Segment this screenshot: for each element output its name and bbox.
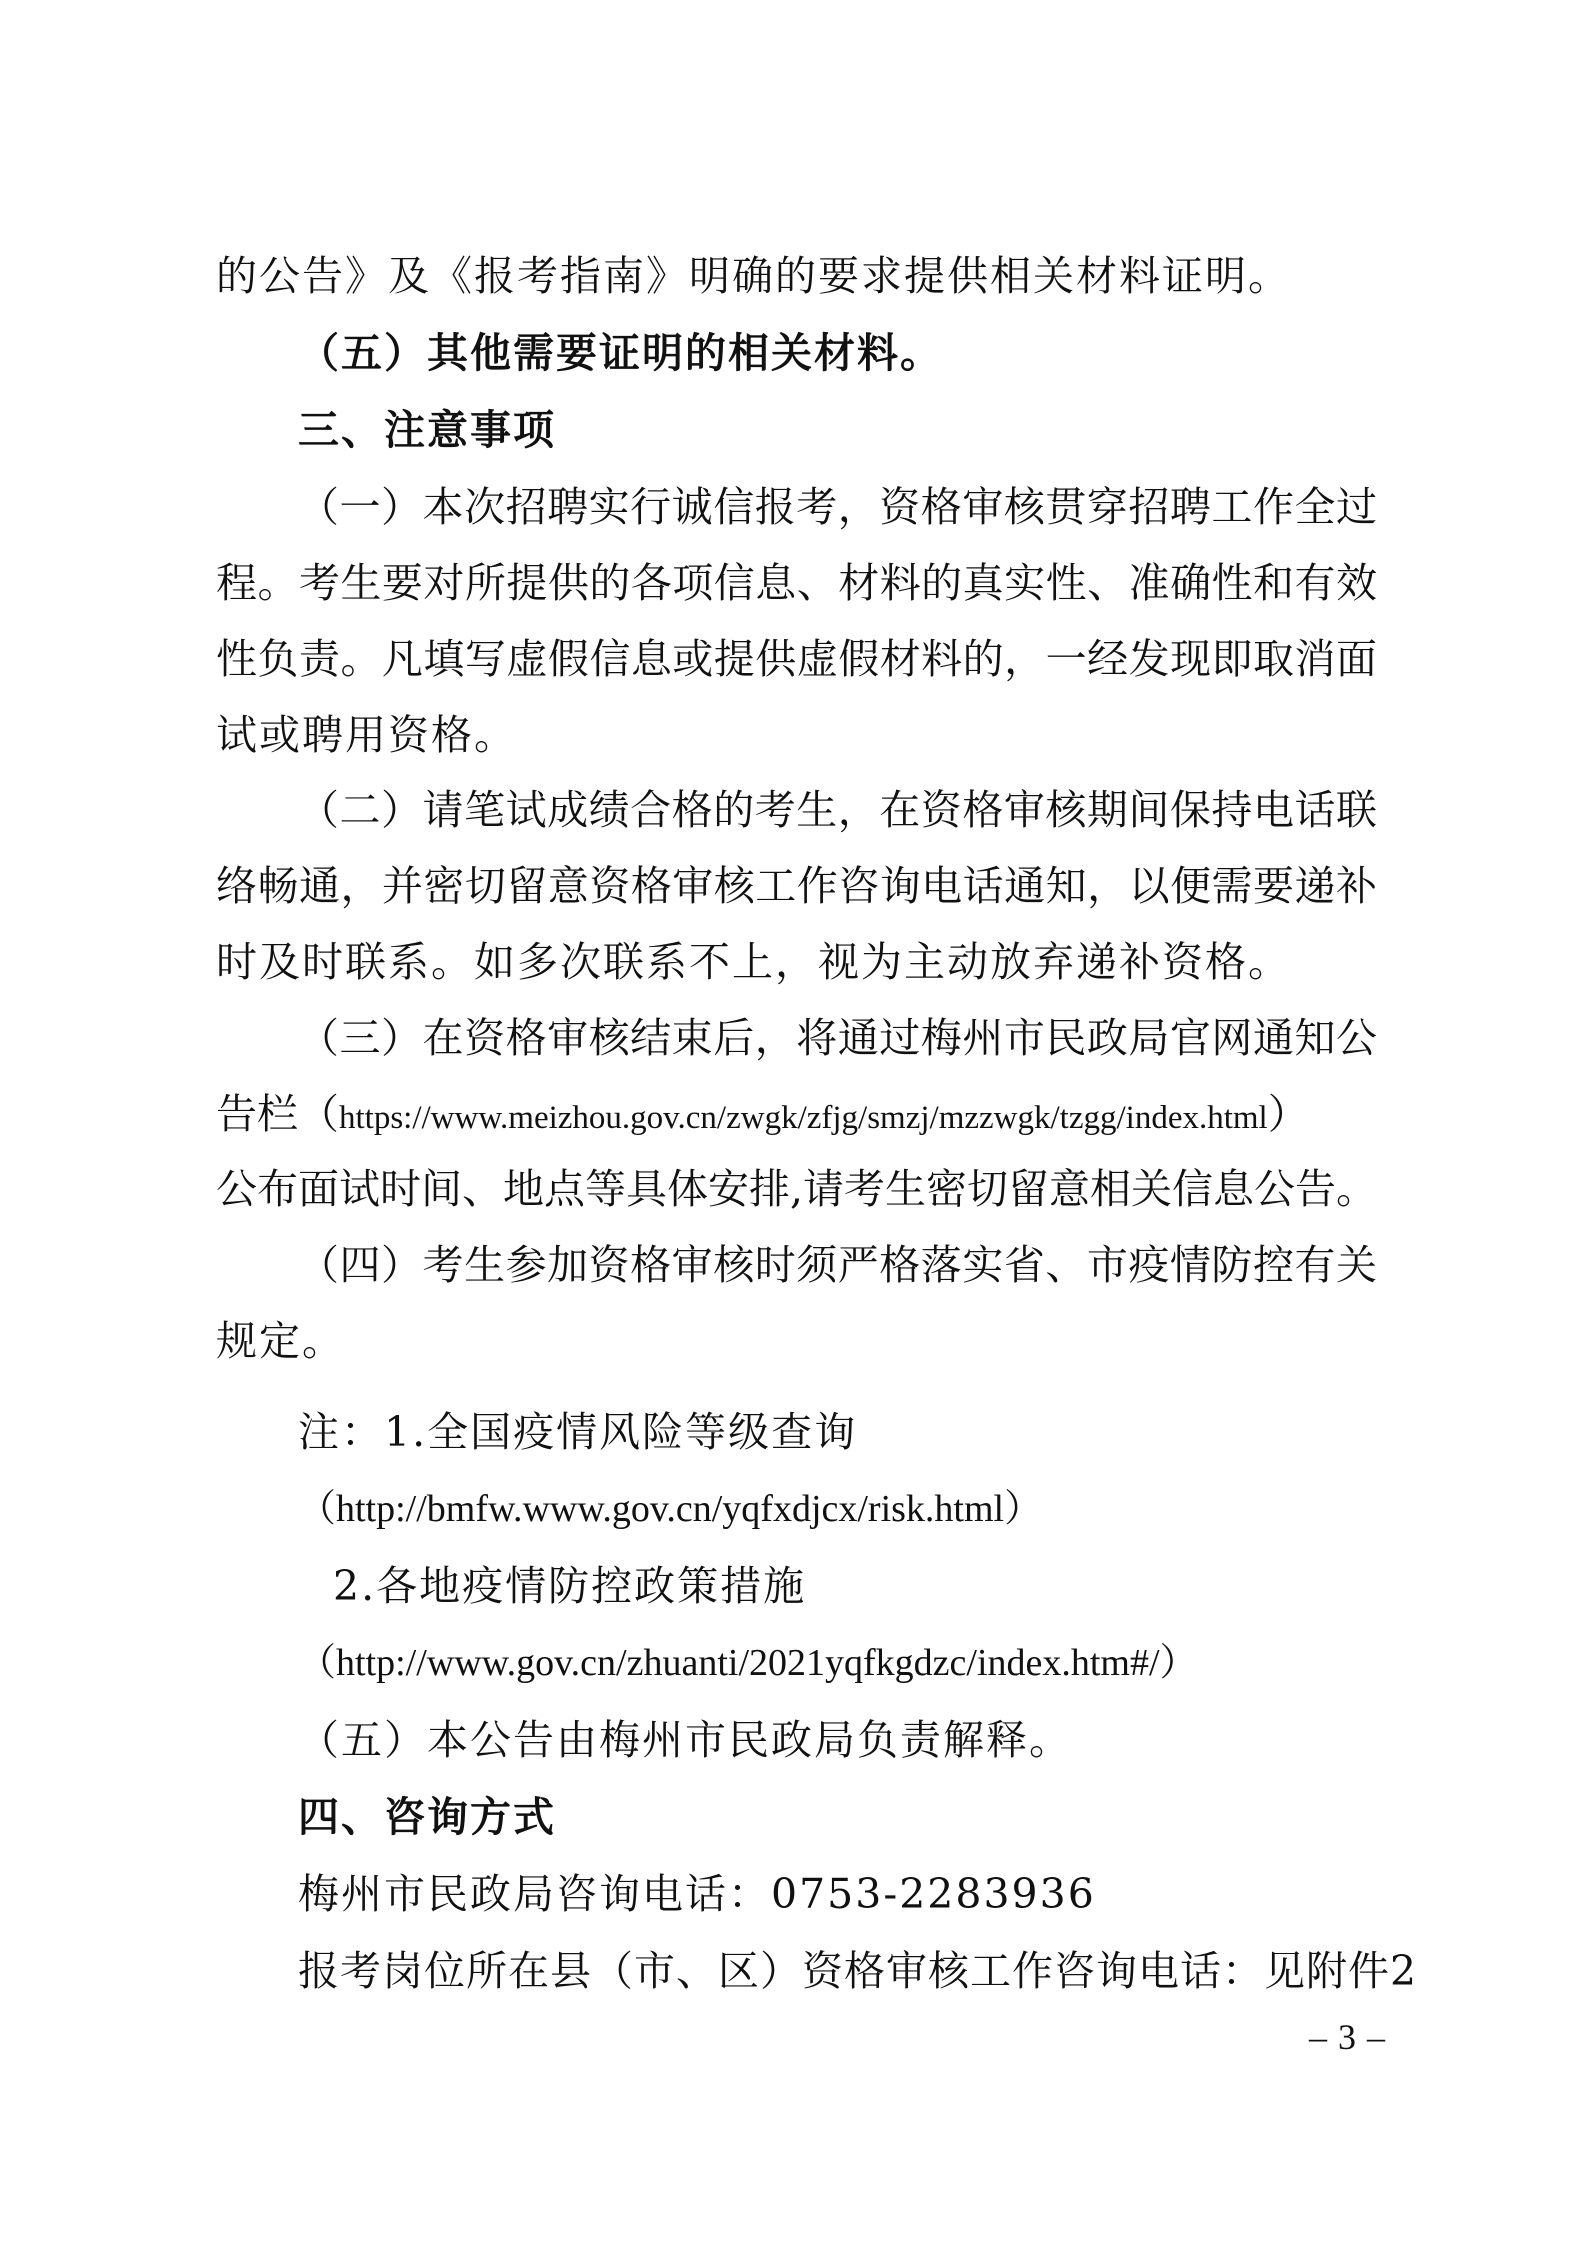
paragraph-line: （五）本公告由梅州市民政局负责解释。 (298, 1716, 1072, 1764)
paragraph-line (216, 1086, 1309, 1142)
note-line: 注：1.全国疫情风险等级查询 (298, 1408, 858, 1456)
paragraph-line: 规定。 (216, 1317, 345, 1365)
page-number: – 3 – (1309, 2017, 1386, 2057)
paragraph-line: 程。考生要对所提供的各项信息、材料的真实性、准确性和有效 (216, 559, 1377, 607)
consult-phone-line: 报考岗位所在县（市、区）资格审核工作咨询电话：见附件2 (298, 1947, 1418, 1995)
paragraph-line: 的公告》及《报考指南》明确的要求提供相关材料证明。 (216, 252, 1291, 300)
text-span: 告栏（ (216, 1090, 339, 1138)
consult-phone-line: 梅州市民政局咨询电话：0753-2283936 (298, 1870, 1096, 1918)
notice-url-link[interactable]: https://www.meizhou.gov.cn/zwgk/zfjg/smzj/mzzwgk/tzgg/index.html (339, 1100, 1268, 1136)
paragraph-line: 试或聘用资格。 (216, 711, 517, 759)
paragraph-line: 性负责。凡填写虚假信息或提供虚假材料的，一经发现即取消面 (216, 635, 1377, 683)
paragraph-line: （一）本次招聘实行诚信报考，资格审核贯穿招聘工作全过 (298, 483, 1377, 531)
note-line: 2.各地疫情防控政策措施 (333, 1562, 807, 1610)
paragraph-line: 络畅通，并密切留意资格审核工作咨询电话通知，以便需要递补 (216, 862, 1377, 910)
paragraph-line: 公布面试时间、地点等具体安排,请考生密切留意相关信息公告。 (216, 1165, 1378, 1213)
section-heading-three: 三、注意事项 (298, 406, 556, 454)
paragraph-line: （四）考生参加资格审核时须严格落实省、市疫情防控有关 (298, 1241, 1377, 1289)
section-heading-four: 四、咨询方式 (298, 1793, 556, 1841)
policy-link[interactable]: （http://www.gov.cn/zhuanti/2021yqfkgdzc/index.htm#/） (298, 1642, 1198, 1684)
paragraph-line: （二）请笔试成绩合格的考生，在资格审核期间保持电话联 (298, 786, 1377, 834)
risk-query-link[interactable]: （http://bmfw.www.gov.cn/yqfxdjcx/risk.html） (298, 1488, 1043, 1530)
section-heading-five: （五）其他需要证明的相关材料。 (298, 329, 943, 377)
text-span: ） (1267, 1090, 1309, 1138)
paragraph-line: 时及时联系。如多次联系不上，视为主动放弃递补资格。 (216, 938, 1291, 986)
paragraph-line: （三）在资格审核结束后，将通过梅州市民政局官网通知公 (298, 1014, 1377, 1062)
